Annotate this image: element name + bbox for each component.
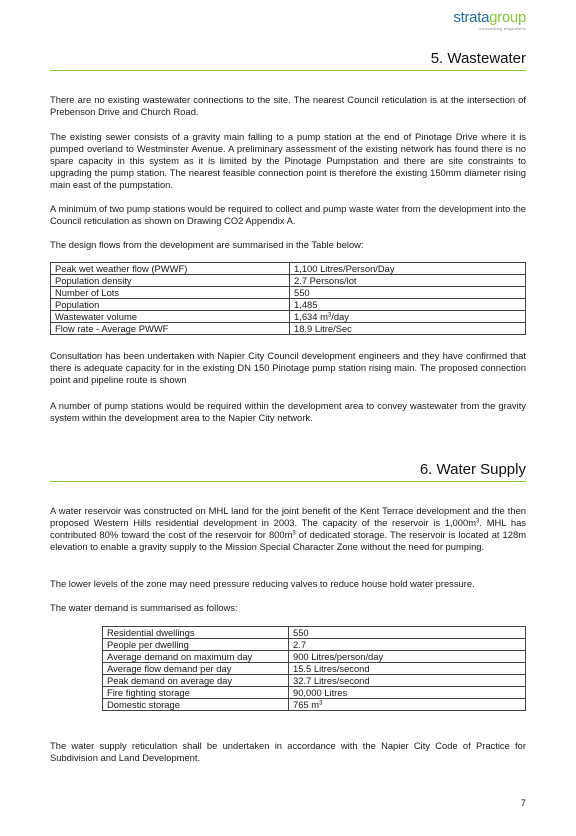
wastewater-design-flows-table	[50, 262, 526, 335]
table-cell-value: 550	[290, 287, 526, 299]
paragraph: The water supply reticulation shall be undertaken in accordance with the Napier City Code of Practice for Subdivision and Land Development.	[50, 740, 526, 763]
paragraph: The existing sewer consists of a gravity main falling to a pump station at the end of Pinotage Drive where it is pumped overland to Westminster Avenue. A preliminary assessment of the existing network has found there is no spare capacity in this system as it is limited by the Pinotage Pumpstation and there are site constraints to upgrading the pump station. The nearest feasible connection point is therefore the existing 150mm diameter rising main east of the pumpstation.	[50, 131, 526, 190]
paragraph: A number of pump stations would be required within the development area to convey wastewater from the gravity system within the development area to the Napier City network.	[50, 400, 526, 423]
table-row	[103, 663, 526, 675]
table-cell-label: Average demand on maximum day	[103, 651, 289, 663]
table-row	[51, 287, 526, 299]
table-cell-value: 2.7 Persons/lot	[290, 275, 526, 287]
table-row	[103, 651, 526, 663]
table-cell-label: Residential dwellings	[103, 627, 289, 639]
paragraph: Consultation has been undertaken with Napier City Council development engineers and they have confirmed that there is adequate capacity for in the existing DN 150 Pinotage pump station rising main. The proposed connection point and pipeline route is shown	[50, 350, 526, 385]
table-cell-value: 18.9 Litre/Sec	[290, 323, 526, 335]
table-row	[103, 699, 526, 711]
table-cell-label: Peak demand on average day	[103, 675, 289, 687]
table-cell-label: Fire fighting storage	[103, 687, 289, 699]
table-row	[103, 639, 526, 651]
paragraph: There are no existing wastewater connections to the site. The nearest Council reticulation is at the intersection of Prebenson Drive and Church Road.	[50, 94, 526, 117]
table-cell-label: Peak wet weather flow (PWWF)	[51, 263, 290, 275]
section-heading-wastewater: 5. Wastewater	[50, 50, 526, 71]
logo-tagline: consulting engineers	[479, 26, 526, 31]
table-row	[103, 687, 526, 699]
water-demand-table	[102, 626, 526, 711]
table-cell-value: 1,100 Litres/Person/Day	[290, 263, 526, 275]
table-row	[103, 675, 526, 687]
paragraph: A water reservoir was constructed on MHL land for the joint benefit of the Kent Terrace development and the then proposed Western Hills residential development in 2003. The capacity of the reservoir is $1,000m^3$. MHL has contributed 80% toward the cost of the reservoir for $800m^3$ of dedicated storage. The reservoir is located at 128m elevation to enable a gravity supply to the Mission Special Character Zone without the need for pumping.	[50, 505, 526, 552]
table-cell-label: Domestic storage	[103, 699, 289, 711]
table-cell-label: Number of Lots	[51, 287, 290, 299]
paragraph: The design flows from the development are summarised in the Table below:	[50, 239, 364, 250]
table-cell-value: 15.5 Litres/second	[289, 663, 526, 675]
table-row	[51, 323, 526, 335]
company-logo	[453, 10, 526, 31]
table-cell-value: 900 Litres/person/day	[289, 651, 526, 663]
paragraph: The lower levels of the zone may need pressure reducing valves to reduce house hold water pressure.	[50, 578, 475, 589]
table-cell-label: Average flow demand per day	[103, 663, 289, 675]
table-cell-value: 90,000 Litres	[289, 687, 526, 699]
table-cell-value: 1,634 $m^3$/day	[290, 311, 526, 323]
table-cell-value: 550	[289, 627, 526, 639]
section-heading-water-supply: 6. Water Supply	[50, 461, 526, 482]
paragraph: A minimum of two pump stations would be required to collect and pump waste water from the development into the Council reticulation as shown on Drawing CO2 Appendix A.	[50, 203, 526, 226]
table-cell-label: Population	[51, 299, 290, 311]
table-cell-label: Wastewater volume	[51, 311, 290, 323]
table-cell-value: 32.7 Litres/second	[289, 675, 526, 687]
table-cell-value: 2.7	[289, 639, 526, 651]
table-row	[103, 627, 526, 639]
paragraph: The water demand is summarised as follows:	[50, 602, 238, 613]
table-cell-label: People per dwelling	[103, 639, 289, 651]
page-number: 7	[520, 797, 526, 808]
table-cell-value: 765 $m^3$	[289, 699, 526, 711]
table-cell-label: Population density	[51, 275, 290, 287]
table-cell-value: 1,485	[290, 299, 526, 311]
table-cell-label: Flow rate - Average PWWF	[51, 323, 290, 335]
table-row	[51, 311, 526, 323]
table-row	[51, 275, 526, 287]
table-row	[51, 263, 526, 275]
table-row	[51, 299, 526, 311]
logo-wordmark: stratagroup	[453, 9, 526, 26]
